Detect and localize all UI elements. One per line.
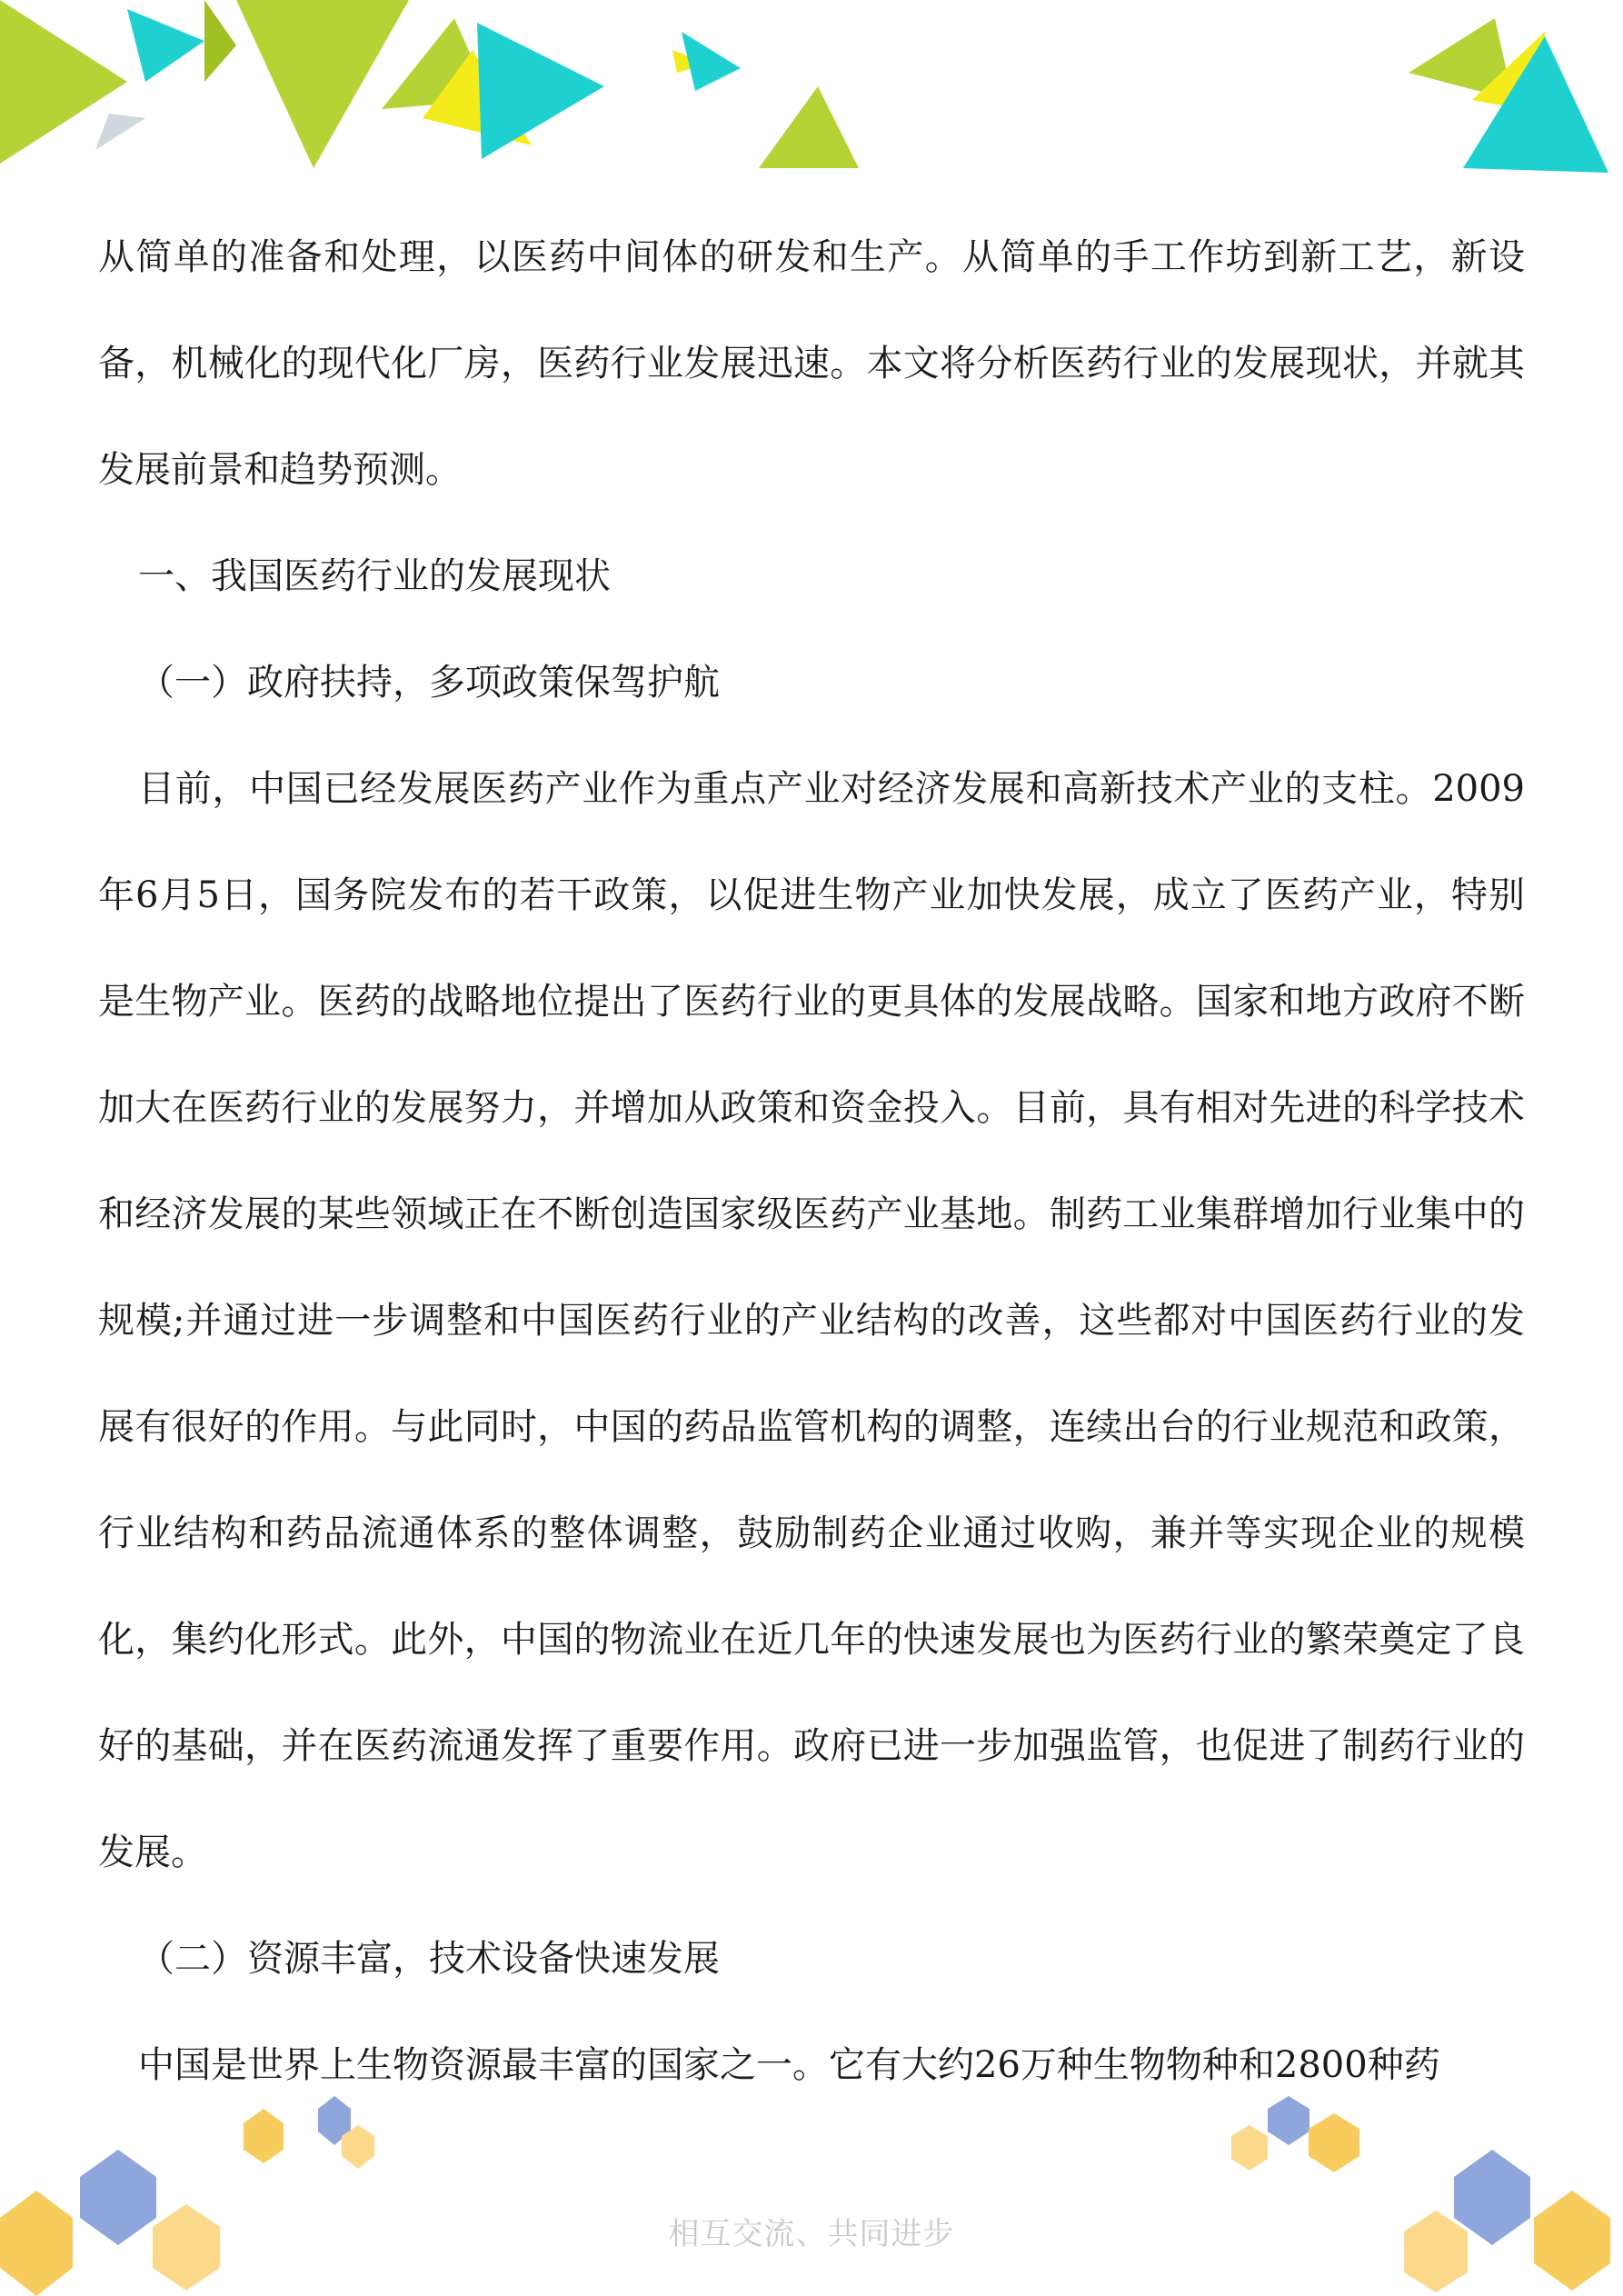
hexagon-shape [1268, 2096, 1309, 2145]
paragraph-2: 目前，中国已经发展医药产业作为重点产业对经济发展和高新技术产业的支柱。2009年6月5日，国务院发布的若干政策，以促进生物产业加快发展，成立了医药产业，特别是生物产业。医药的战略地位提出了医药行业的更具体的发展战略。国家和地方政府不断加大在医药行业的发展努力，并增加从政策和资金投入。目前，具有相对先进的科学技术和经济发展的某些领域正在不断创造国家级医药产业基地。制药工业集群增加行业集中的规模;并通过进一步调整和中国医药行业的产业结构的改善，这些都对中国医药行业的发展有很好的作用。与此同时，中国的药品监管机构的调整，连续出台的行业规范和政策，行业结构和药品流通体系的整体调整，鼓励制药企业通过收购，兼并等实现企业的规模化，集约化形式。此外，中国的物流业在近几年的快速发展也为医药行业的繁荣奠定了良好的基础，并在医药流通发挥了重要作用。政府已进一步加强监管，也促进了制药行业的发展。 [98, 768, 1525, 1873]
section-heading-1: 一、我国医药行业的发展现状 [138, 555, 611, 597]
triangle-shape [682, 32, 741, 91]
top-triangle-decoration [0, 0, 1623, 182]
subsection-heading-2: （二）资源丰富，技术设备快速发展 [138, 1938, 720, 1980]
triangle-shape [95, 114, 145, 150]
triangle-shape [236, 0, 409, 168]
hexagon-shape [1231, 2125, 1268, 2171]
paragraph-3: 中国是世界上生物资源最丰富的国家之一。它有大约26万种生物物种和2800种药 [138, 2044, 1440, 2086]
triangle-shape [127, 9, 204, 82]
hexagon-shape [1309, 2113, 1359, 2172]
hexagon-shape [244, 2109, 284, 2163]
triangle-shape [477, 23, 604, 159]
triangle-shape [759, 86, 859, 168]
document-body [98, 205, 1525, 2119]
subsection-heading-1: （一）政府扶持，多项政策保驾护航 [138, 662, 720, 704]
footer-slogan: 相互交流、共同进步 [668, 2216, 955, 2252]
bottom-hexagon-decoration [0, 2096, 1623, 2296]
triangle-shape [204, 0, 236, 82]
paragraph-1: 从简单的准备和处理，以医药中间体的研发和生产。从简单的手工作坊到新工艺，新设备，机械化的现代化厂房，医药行业发展迅速。本文将分析医药行业的发展现状，并就其发展前景和趋势预测。 [98, 236, 1525, 491]
